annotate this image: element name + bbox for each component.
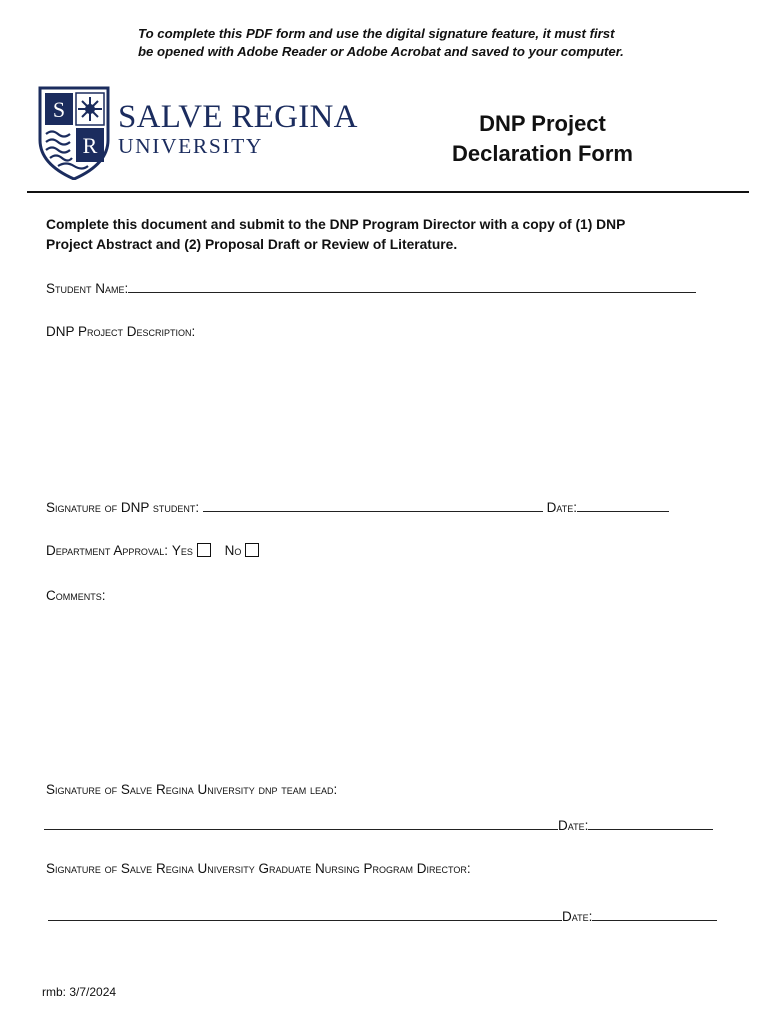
student-signature-label: Signature of DNP student: [46,500,200,515]
university-logo [38,84,358,180]
comments-field[interactable] [46,608,726,768]
student-signature-field[interactable] [203,500,543,512]
revision-note: rmb: 3/7/2024 [42,985,117,999]
header-divider [27,191,749,193]
instructions-line-2: Project Abstract and (2) Proposal Draft or Review of Literature. [46,237,458,252]
student-name-label: Student Name: [46,281,129,296]
director-signature-field[interactable] [48,909,562,921]
form-title-line-1: DNP Project [479,111,606,136]
department-approval-row [46,543,259,558]
form-instructions [46,215,726,255]
shield-letter-s: S [52,97,66,122]
student-signature-row [46,500,669,515]
director-signature-line-row [48,909,717,924]
approval-yes-checkbox[interactable] [197,543,211,557]
team-lead-date-label: Date: [558,818,589,833]
director-date-label: Date: [562,909,593,924]
student-date-label: Date: [546,500,577,515]
comments-label: Comments: [46,588,106,603]
director-signature-row [46,861,471,876]
student-name-row [46,281,696,296]
director-signature-label: Signature of Salve Regina University Graduate Nursing Program Director: [46,861,471,876]
pdf-notice [138,25,738,61]
approval-no-label: No [224,543,242,558]
team-lead-signature-label: Signature of Salve Regina University dnp team lead: [46,782,338,797]
project-description-row [46,324,195,339]
form-title-line-2: Declaration Form [452,141,633,166]
team-lead-signature-row [46,782,337,797]
director-date-field[interactable] [592,909,717,921]
shield-letter-r: R [82,133,98,158]
department-approval-label: Department Approval: [46,543,169,558]
approval-yes-label: Yes [171,543,193,558]
project-description-label: DNP Project Description: [46,324,196,339]
student-date-field[interactable] [577,500,669,512]
approval-no-checkbox[interactable] [245,543,259,557]
team-lead-date-field[interactable] [588,818,713,830]
instructions-line-1: Complete this document and submit to the DNP Program Director with a copy of (1) DNP [46,217,626,232]
form-title [420,109,665,169]
comments-row [46,588,106,603]
logo-university-name: SALVE REGINA [118,99,358,135]
team-lead-signature-field[interactable] [44,818,558,830]
pdf-notice-line-1: To complete this PDF form and use the digital signature feature, it must first [138,26,615,41]
student-name-field[interactable] [128,281,696,293]
logo-university-word: UNIVERSITY [118,134,263,158]
pdf-notice-line-2: be opened with Adobe Reader or Adobe Acrobat and saved to your computer. [138,44,624,59]
team-lead-signature-line-row [44,818,713,833]
university-shield-icon [38,84,110,180]
project-description-field[interactable] [46,345,726,485]
